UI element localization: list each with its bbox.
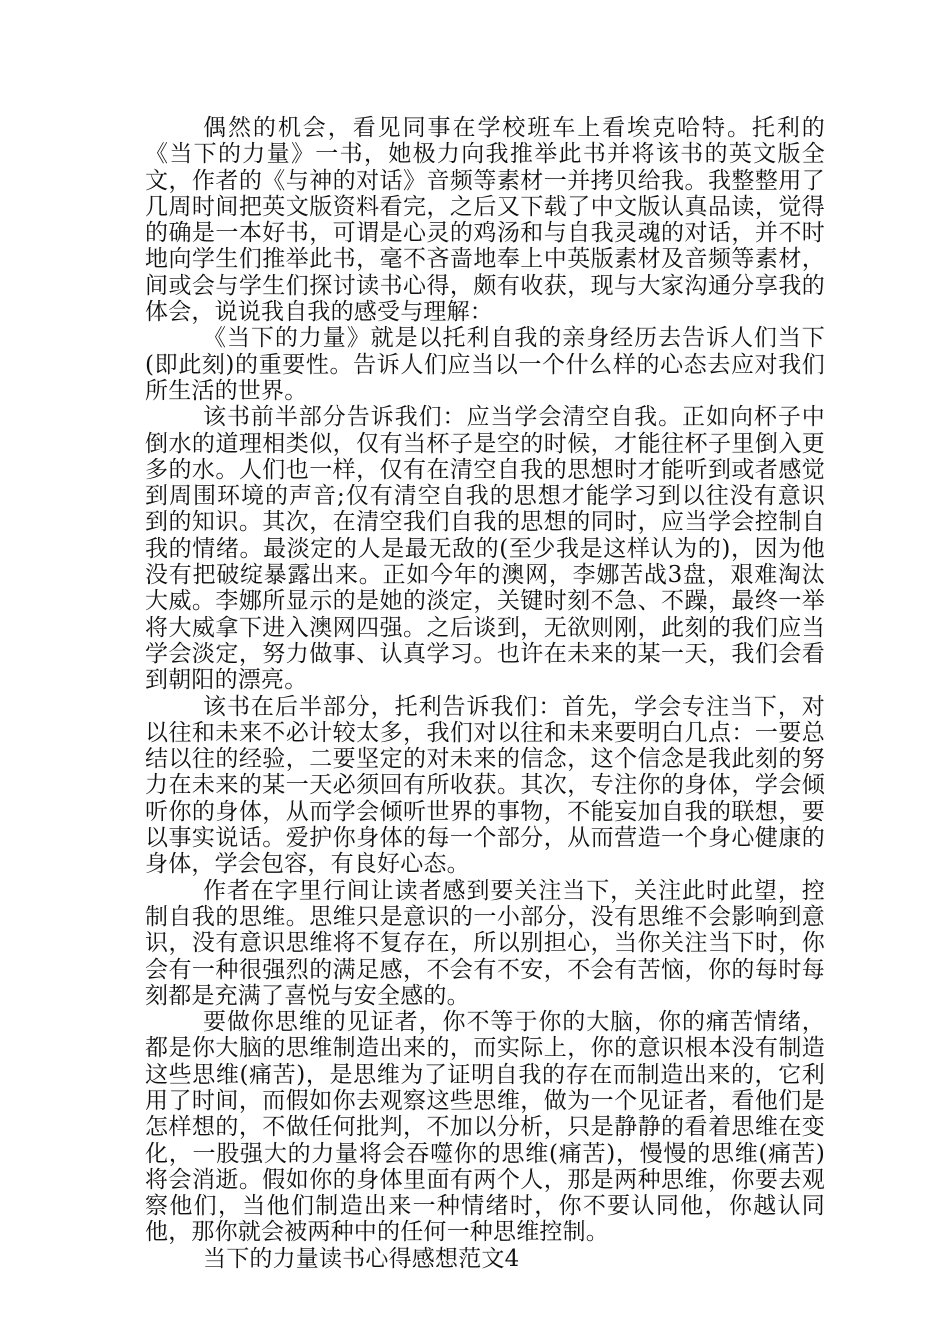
paragraph-witness-thoughts: 要做你思维的见证者，你不等于你的大脑，你的痛苦情绪，都是你大脑的思维制造出来的，而实际上，你的意识根本没有制造这些思维(痛苦)，是思维为了证明自我的存在而制造出来的，它利用了时间，而假如你去观察这些思维，做为一个见证者，看他们是怎样想的，不做任何批判，不加以分析，只是静静的看着思维在变化，一股强大的力量将会吞噬你的思维(痛苦)，慢慢的思维(痛苦)将会消逝。假如你的身体里面有两个人，那是两种思维，你要去观察他们，当他们制造出来一种情绪时，你不要认同他，你越认同他，那你就会被两种中的任何一种思维控制。 xyxy=(145,1009,825,1246)
paragraph-author-focus: 作者在字里行间让读者感到要关注当下，关注此时此望，控制自我的思维。思维只是意识的一小部分，没有思维不会影响到意识，没有意识思维将不复存在，所以别担心，当你关注当下时，你会有一种很强烈的满足感，不会有不安，不会有苦恼，你的每时每刻都是充满了喜悦与安全感的。 xyxy=(145,877,825,1009)
section-heading: 当下的力量读书心得感想范文4 xyxy=(203,1245,520,1272)
paragraph-second-half: 该书在后半部分，托利告诉我们：首先，学会专注当下，对以往和未来不必计较太多，我们对以往和未来要明白几点：一要总结以往的经验，二要坚定的对未来的信念，这个信念是我此刻的努力在未来的某一天必须回有所收获。其次，专注你的身体，学会倾听你的身体，从而学会倾听世界的事物，不能妄加自我的联想，要以事实说话。爱护你身体的每一个部分，从而营造一个身心健康的身体，学会包容，有良好心态。 xyxy=(145,693,825,878)
document-body xyxy=(145,115,825,1272)
paragraph-intro: 偶然的机会，看见同事在学校班车上看埃克哈特。托利的《当下的力量》一书，她极力向我推举此书并将该书的英文版全文，作者的《与神的对话》音频等素材一并拷贝给我。我整整用了几周时间把英文版资料看完，之后又下载了中文版认真品读，觉得的确是一本好书，可谓是心灵的鸡汤和与自我灵魂的对话，并不时地向学生们推举此书，毫不吝啬地奉上中英版素材及音频等素材，间或会与学生们探讨读书心得，颇有收获，现与大家沟通分享我的体会，说说我自我的感受与理解： xyxy=(145,115,825,326)
paragraph-first-half: 该书前半部分告诉我们：应当学会清空自我。正如向杯子中倒水的道理相类似，仅有当杯子是空的时候，才能往杯子里倒入更多的水。人们也一样，仅有在清空自我的思想时才能听到或者感觉到周围环境的声音;仅有清空自我的思想才能学习到以往没有意识到的知识。其次，在清空我们自我的思想的同时，应当学会控制自我的情绪。最淡定的人是最无敌的(至少我是这样认为的)，因为他没有把破绽暴露出来。正如今年的澳网，李娜苦战3盘，艰难淘汰大威。李娜所显示的是她的淡定，关键时刻不急、不躁，最终一举将大威拿下进入澳网四强。之后谈到，无欲则刚，此刻的我们应当学会淡定，努力做事、认真学习。也许在未来的某一天，我们会看到朝阳的漂亮。 xyxy=(145,404,825,694)
paragraph-book-summary: 《当下的力量》就是以托利自我的亲身经历去告诉人们当下(即此刻)的重要性。告诉人们应当以一个什么样的心态去应对我们所生活的世界。 xyxy=(145,325,825,404)
